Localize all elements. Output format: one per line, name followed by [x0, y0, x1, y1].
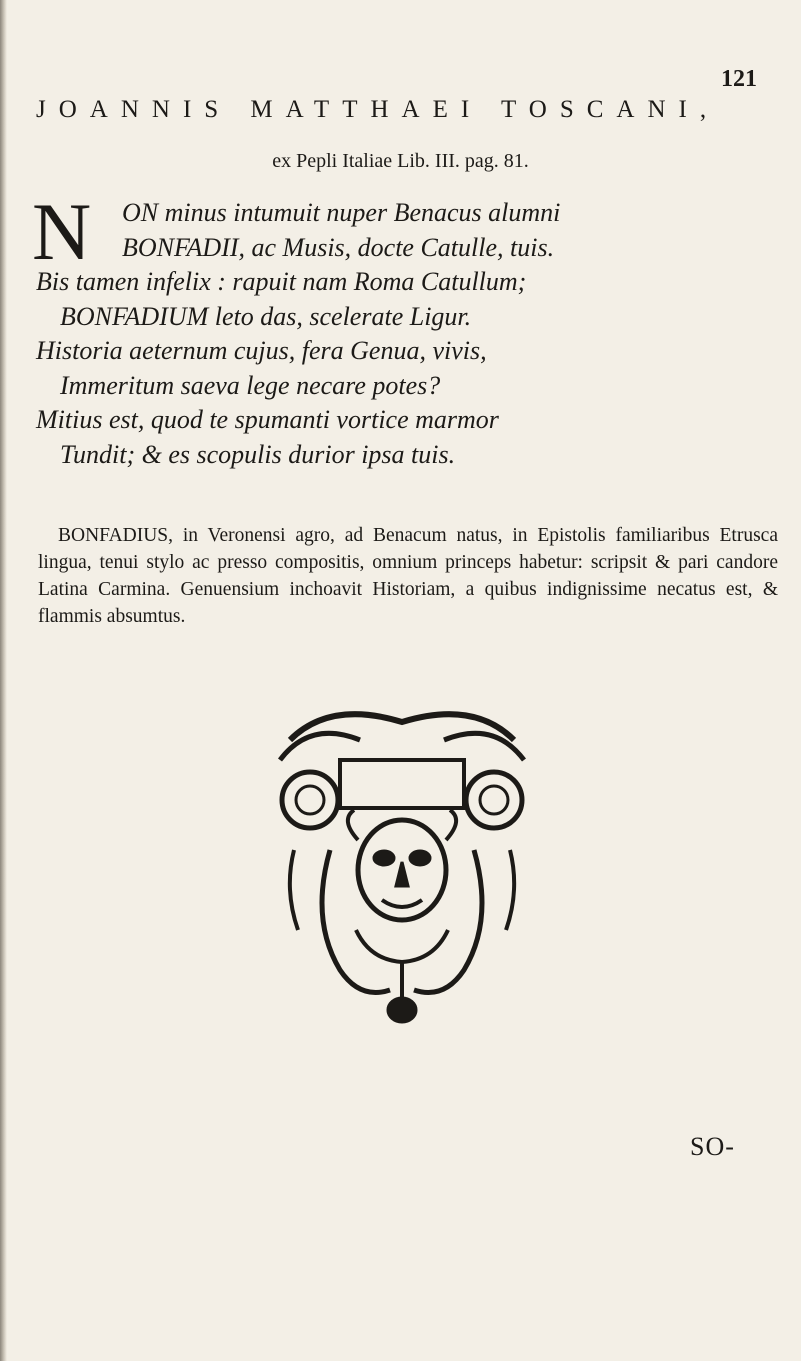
poem-line: BONFADII, ac Musis, docte Catulle, tuis.: [122, 232, 555, 262]
page-number: 121: [721, 66, 757, 92]
author-heading: JOANNIS MATTHAEI TOSCANI,: [36, 96, 720, 123]
source-line: ex Pepli Italiae Lib. III. pag. 81.: [272, 150, 529, 172]
grotesque-mask-ornament-icon: [270, 700, 534, 1030]
biographical-paragraph: BONFADIUS, in Veronensi agro, ad Benacum natus, in Epistolis familiaribus Etrusca lingua, tenui stylo ac presso compositis, omnium princeps habetur: scripsit & pari candore Latina Carmina. Genuensium inchoavit Historiam, a quibus indignissime necatus est, & flammis absumtus.: [38, 525, 778, 627]
poem-line: Tundit; & es scopulis durior ipsa tuis.: [60, 439, 456, 469]
poem-line: Historia aeternum cujus, fera Genua, vivis,: [36, 336, 487, 365]
drop-cap: N: [32, 186, 92, 277]
page-binding-edge: [0, 0, 7, 1361]
poem-line: BONFADIUM leto das, scelerate Ligur.: [60, 301, 472, 331]
biographical-note: [38, 522, 778, 630]
poem-line: Bis tamen infelix : rapuit nam Roma Catullum;: [36, 267, 527, 296]
poem-line: ON minus intumuit nuper Benacus alumni: [122, 198, 561, 227]
poem-line: Immeritum saeva lege necare potes?: [60, 370, 441, 400]
poem-line: Mitius est, quod te spumanti vortice marmor: [36, 405, 499, 434]
catchword: SO-: [690, 1132, 735, 1161]
poem: [32, 186, 796, 472]
